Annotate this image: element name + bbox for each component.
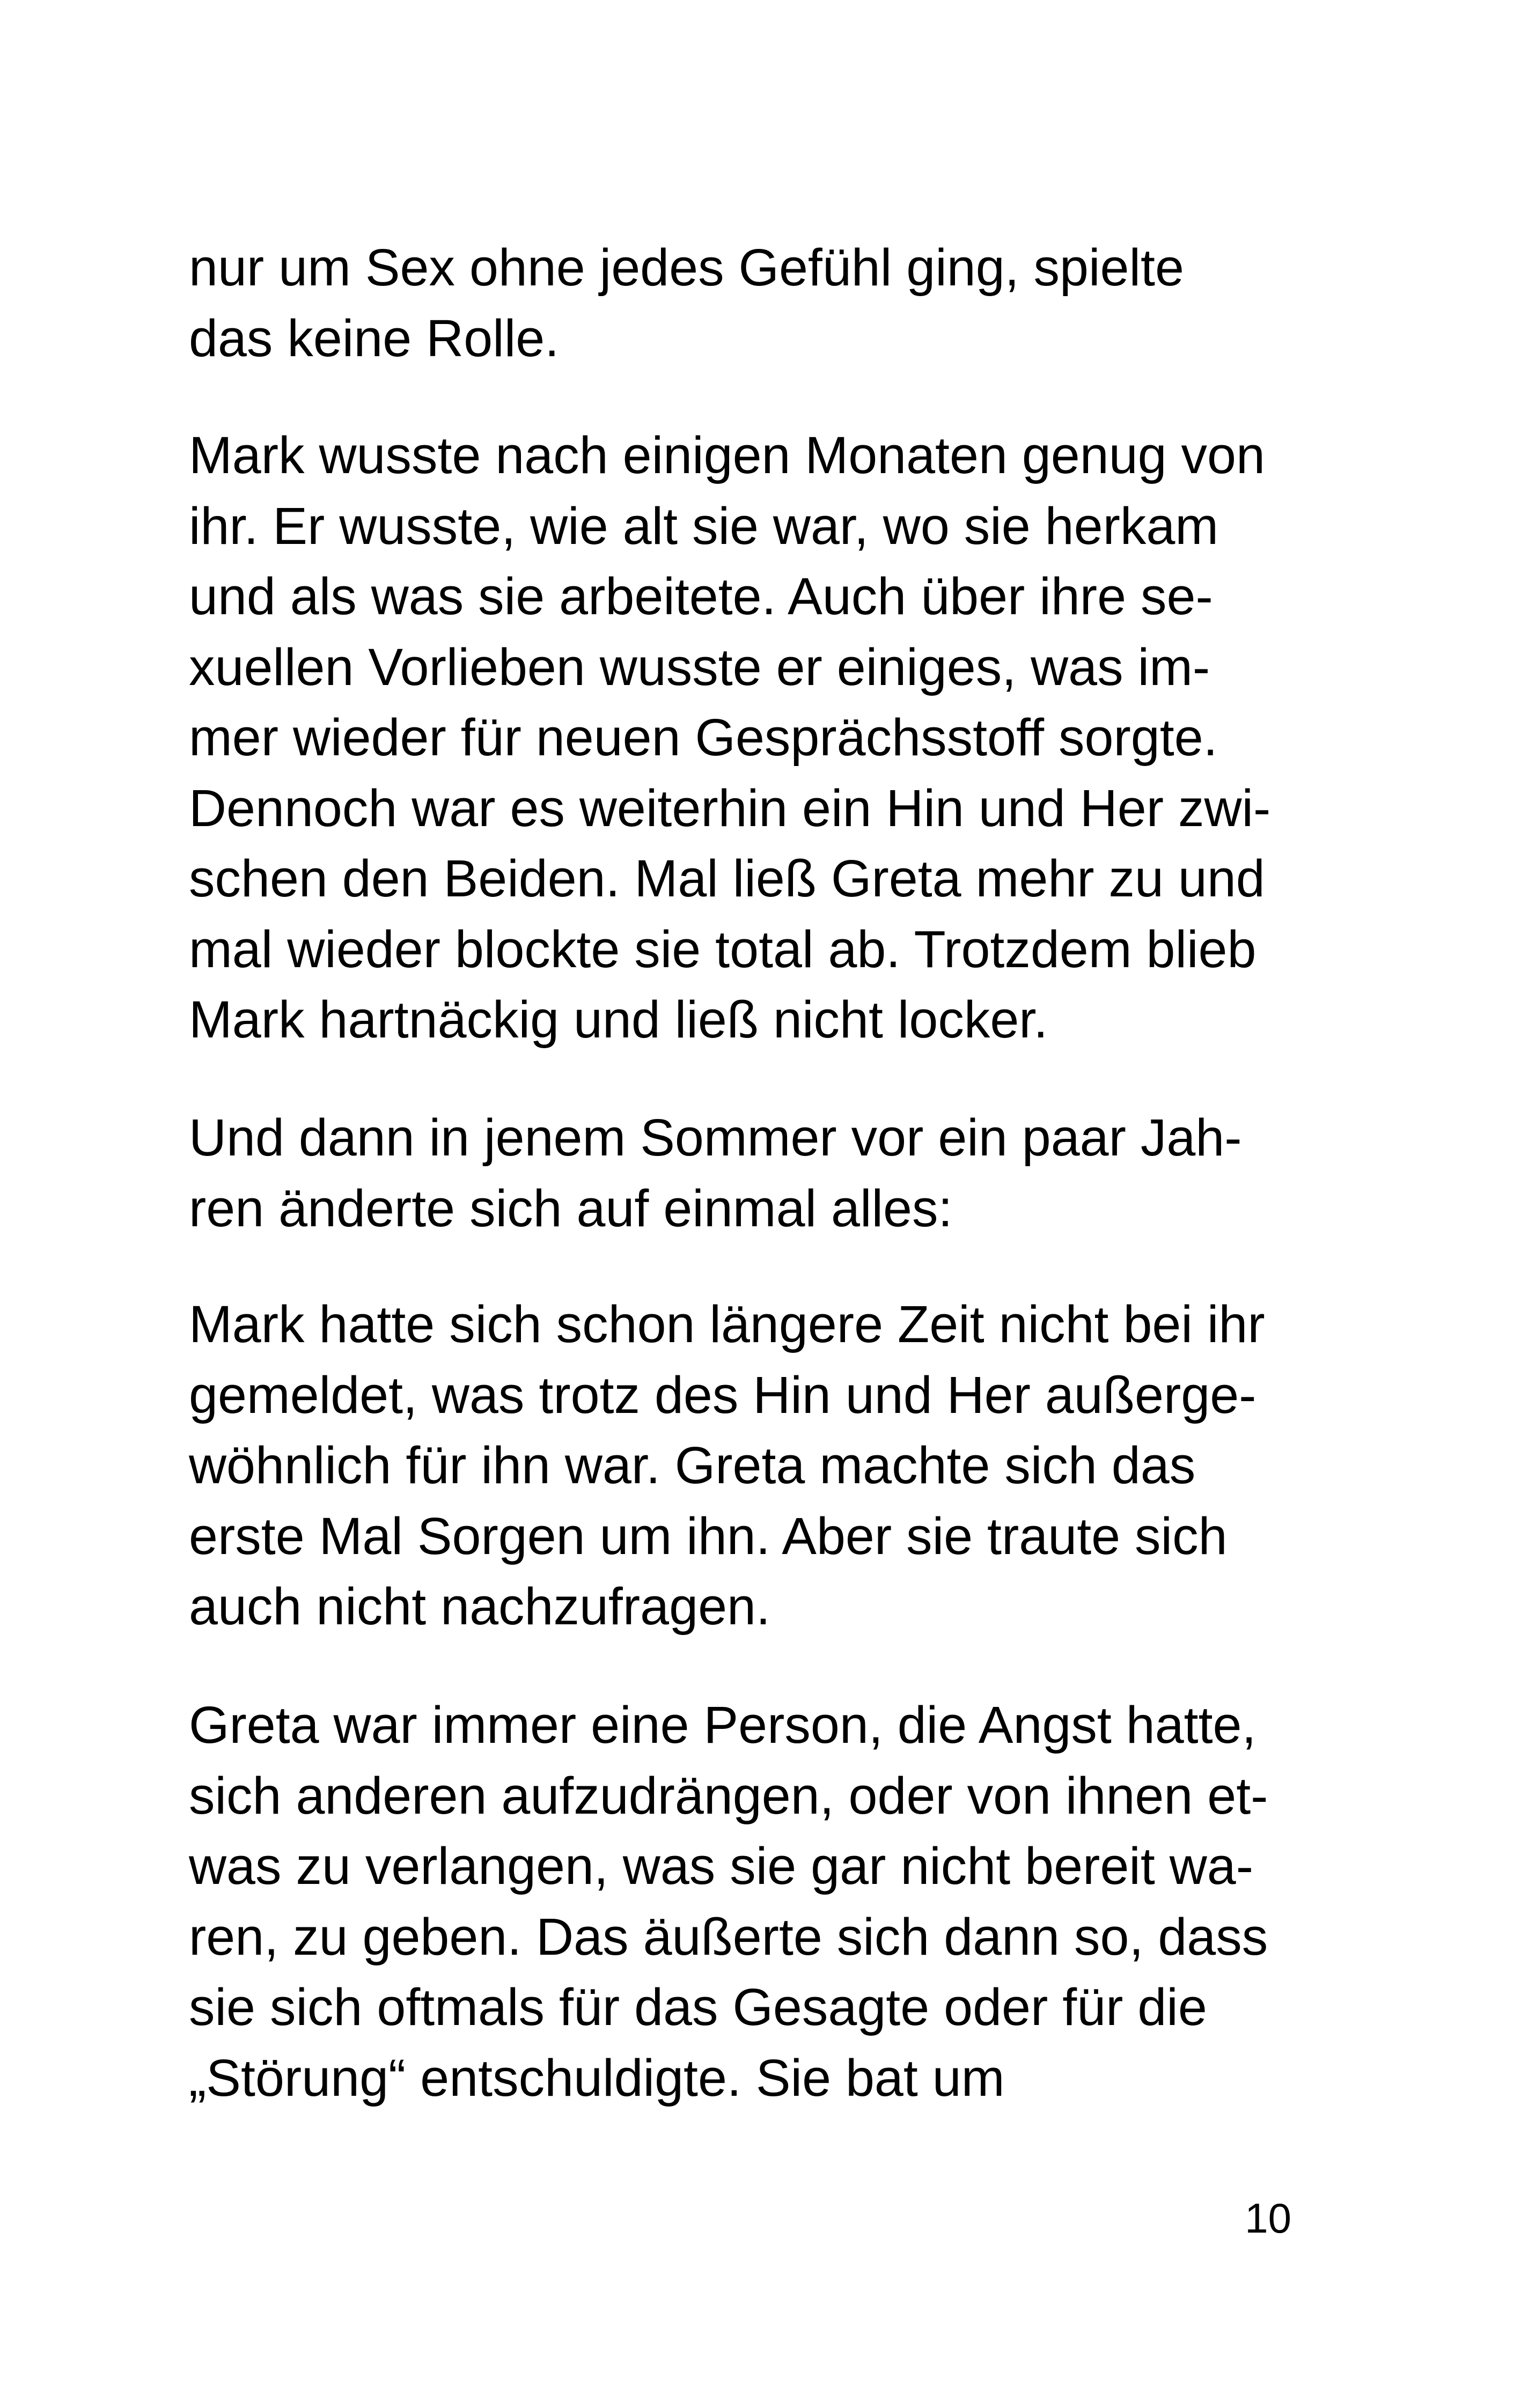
text-line: sich anderen aufzudrängen, oder von ihnen et- bbox=[189, 1766, 1268, 1825]
text-line: nur um Sex ohne jedes Gefühl ging, spielte bbox=[189, 238, 1184, 297]
text-line: „Störung“ entschuldigte. Sie bat um bbox=[189, 2048, 1005, 2107]
text-line: mal wieder blockte sie total ab. Trotzdem blieb bbox=[189, 919, 1257, 978]
text-line: Mark hartnäckig und ließ nicht locker. bbox=[189, 990, 1048, 1049]
text-line: ren, zu geben. Das äußerte sich dann so, dass bbox=[189, 1907, 1268, 1966]
paragraph-2 bbox=[189, 420, 1270, 1055]
text-line: Mark wusste nach einigen Monaten genug von bbox=[189, 426, 1265, 484]
text-line: sie sich oftmals für das Gesagte oder für die bbox=[189, 1978, 1207, 2036]
text-line: was zu verlangen, was sie gar nicht bereit wa- bbox=[189, 1837, 1254, 1895]
text-line: Und dann in jenem Sommer vor ein paar Jah- bbox=[189, 1108, 1242, 1167]
paragraph-5 bbox=[189, 1690, 1268, 2113]
text-line: das keine Rolle. bbox=[189, 308, 560, 367]
text-line: Mark hatte sich schon längere Zeit nicht bei ihr bbox=[189, 1295, 1265, 1353]
text-line: gemeldet, was trotz des Hin und Her außerge- bbox=[189, 1365, 1257, 1424]
text-line: schen den Beiden. Mal ließ Greta mehr zu und bbox=[189, 849, 1265, 908]
paragraph-3 bbox=[189, 1102, 1242, 1243]
text-line: Greta war immer eine Person, die Angst hatte, bbox=[189, 1696, 1257, 1754]
text-line: mer wieder für neuen Gesprächsstoff sorgte. bbox=[189, 708, 1218, 767]
text-line: und als was sie arbeitete. Auch über ihre se- bbox=[189, 567, 1213, 625]
page-number: 10 bbox=[1245, 2195, 1291, 2242]
text-line: Dennoch war es weiterhin ein Hin und Her zwi- bbox=[189, 778, 1271, 837]
text-line: auch nicht nachzufragen. bbox=[189, 1577, 770, 1636]
paragraph-4 bbox=[189, 1289, 1265, 1642]
text-line: ren änderte sich auf einmal alles: bbox=[189, 1179, 953, 1238]
text-line: ihr. Er wusste, wie alt sie war, wo sie herkam bbox=[189, 496, 1219, 555]
text-line: xuellen Vorlieben wusste er einiges, was im- bbox=[189, 637, 1210, 696]
text-line: wöhnlich für ihn war. Greta machte sich das bbox=[189, 1436, 1196, 1494]
paragraph-1 bbox=[189, 232, 1184, 373]
text-line: erste Mal Sorgen um ihn. Aber sie traute sich bbox=[189, 1506, 1228, 1565]
